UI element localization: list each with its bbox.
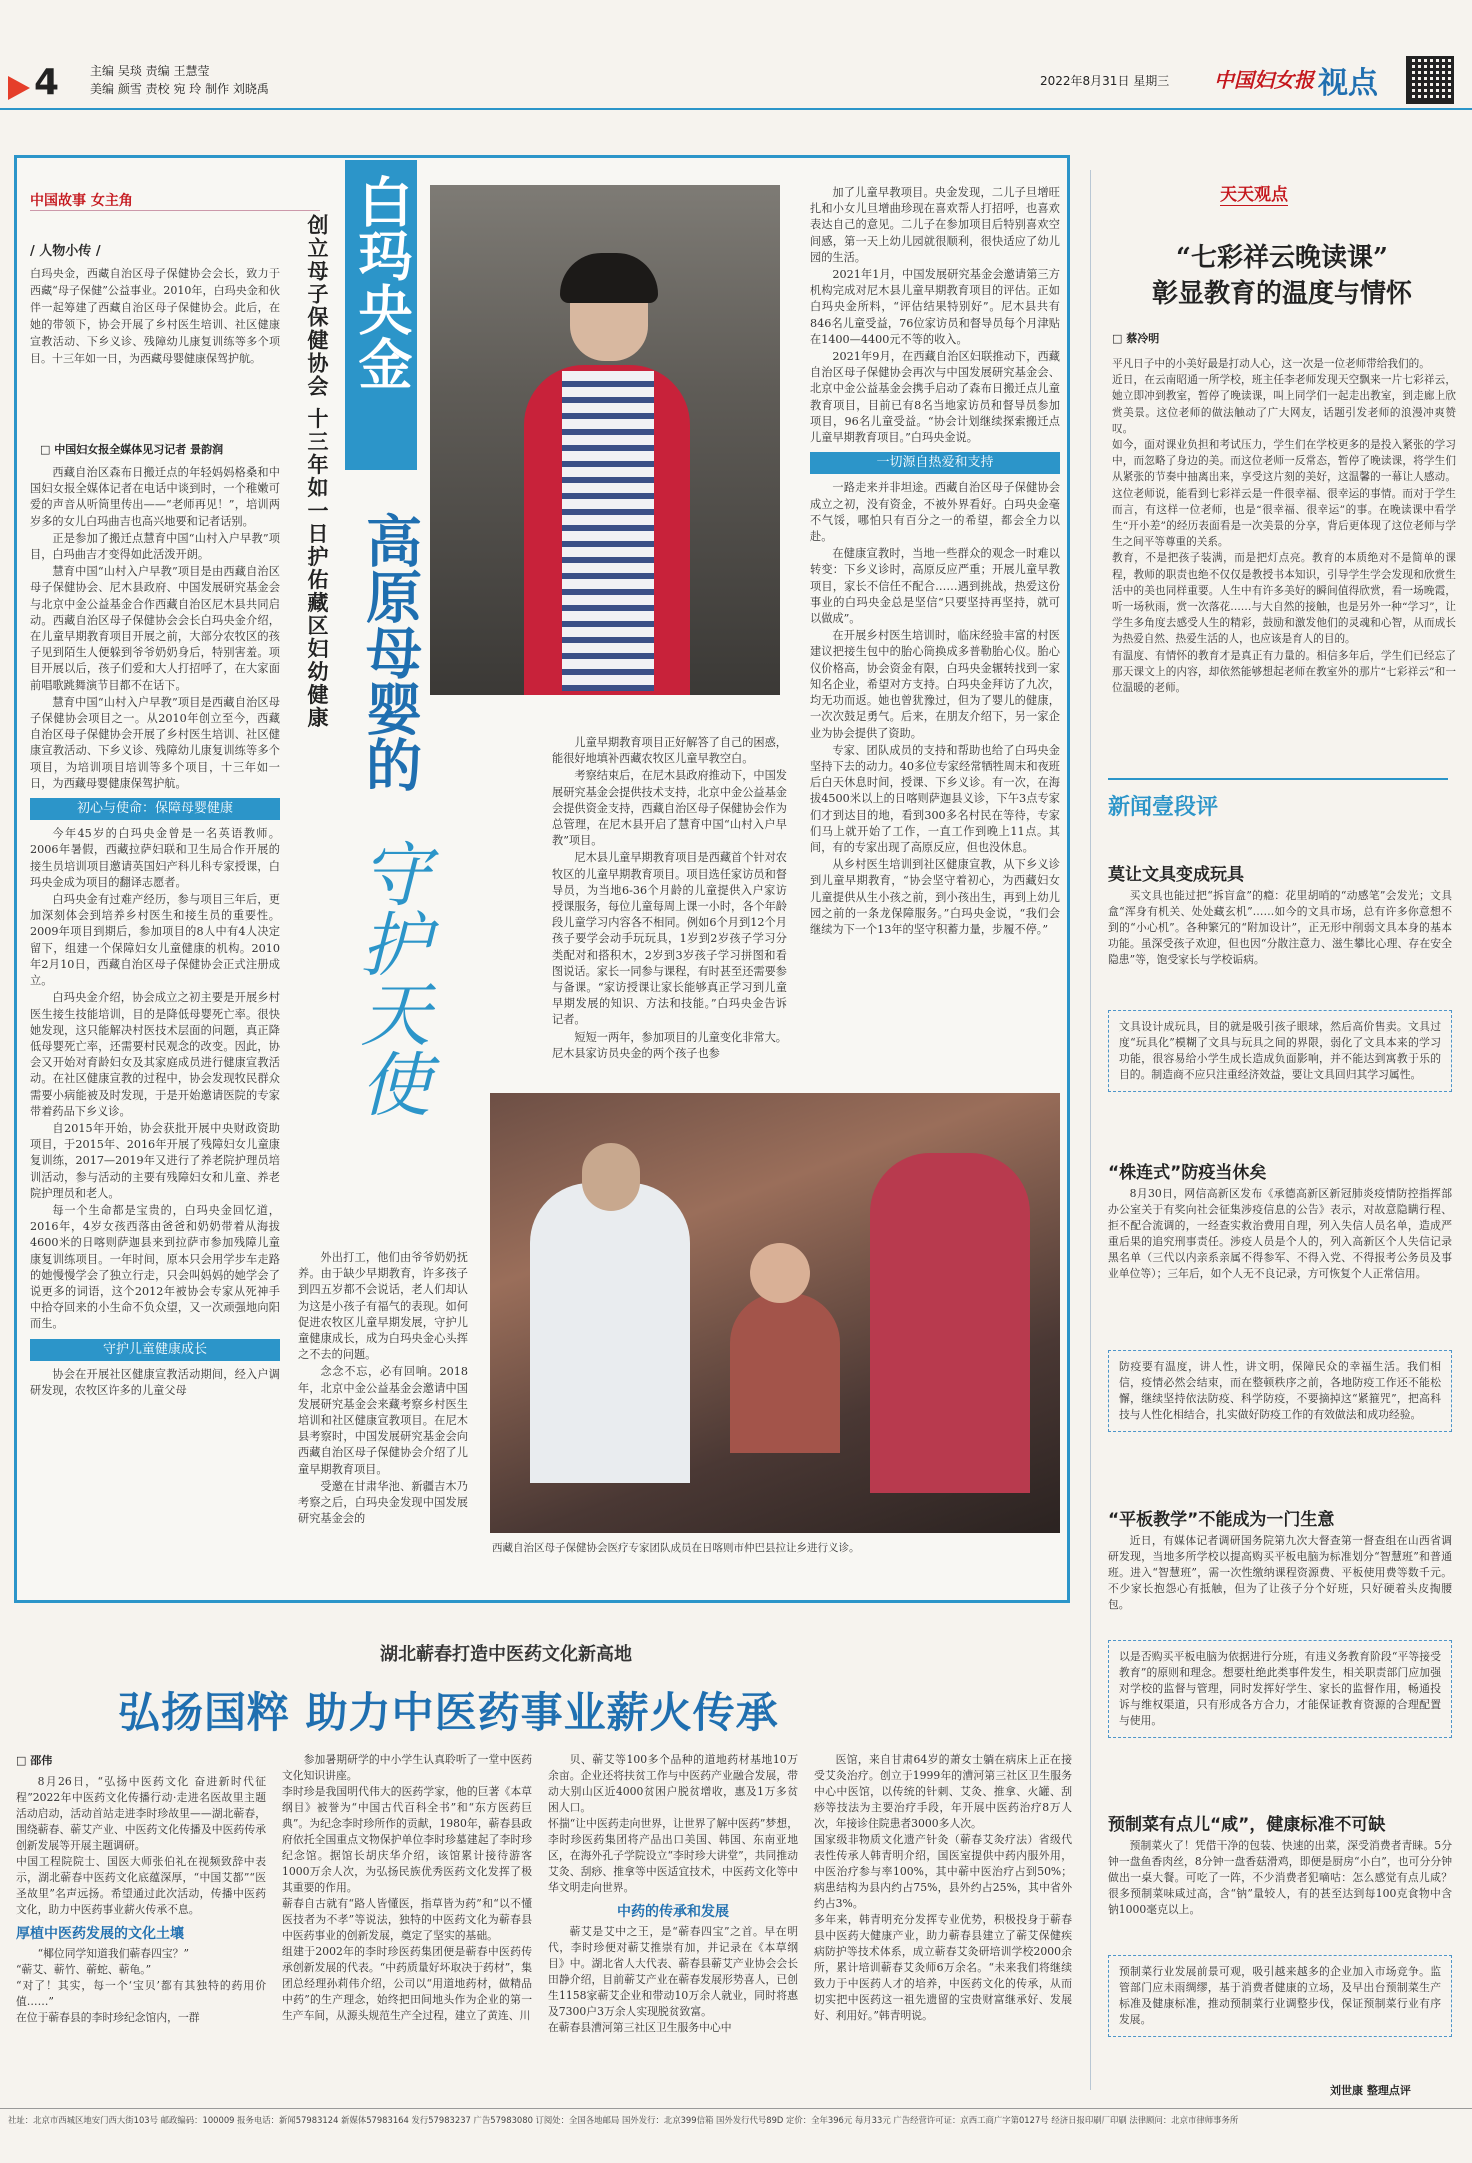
commentary-4-title: 预制菜有点儿“咸”，健康标准不可缺 [1108, 1815, 1386, 1835]
commentary-3-quote: 以是否购买平板电脑为依据进行分班，有违义务教育阶段“平等接受教育”的原则和理念。想要杜绝此类事件发生，相关职责部门应加强对学校的监督与管理，同时发挥好学生、家长的监督作用，畅通投诉与维权渠道，只有形成各方合力，才能保证教育资源的合理配置与使用。 [1108, 1640, 1452, 1738]
name-title: 白玛央金 [350, 174, 413, 390]
bottom-column-1: 8月26日，“弘扬中医药文化 奋进新时代征程”2022年中医药文化传播行动·走进名医故里主题活动启动，活动首站走进李时珍故里——湖北蕲春，围绕蕲春、蕲艾产业、中医药文化传播及中医药传承创新发展等开展主题调研。 中国工程院院士、国医大师张伯礼在视频致辞中表示，湖北蕲春中医药文化底蕴深厚，“中国艾都”“医圣故里”名声远扬。希望通过此次活动，传播中医药文化，助力中医药事业薪火传承不息。 厚植中医药发展的文化土壤 “椰位同学知道我们蕲春四宝？” “蕲艾、蕲竹、蕲蛇、蕲龟。” “对了！其实，每一个‘宝贝’都有其独特的药用价值……” 在位于蕲春县的李时珍纪念馆内，一群 [16, 1775, 266, 2024]
article-column-3: 儿童早期教育项目正好解答了自己的困惑，能很好地填补西藏农牧区儿童早教空白。 考察结束后，在尼木县政府推动下，中国发展研究基金会提供技术支持，北京中金公益基金会提供资金支持，西藏自治区母子保健协会作为总管理，在尼木县开启了慧育中国“山村入户早教”项目。 尼木县儿童早期教育项目是西藏首个针对农牧区的儿童早期教育项目。项目选任家访员和督导员，为当地6-36个月龄的儿童提供入户家访授课服务，每位儿童每周上课一小时，各个年龄段儿童学习内容各不相同。例如6个月到12个月孩子要学会动手玩玩具，1岁到2岁孩子学习分类配对和搭积木，2岁到3岁孩子学习拼图和看图说话。家长一同参与课程，有时甚至还需要参与备课。“家访授课让家长能够真正学习到儿童早期发展的知识、方法和技能。”白玛央金告诉记者。 短短一两年，参加项目的儿童变化非常大。尼木县家访员央金的两个孩子也参 [552, 736, 787, 1060]
page-footer: 社址：北京市西城区地安门西大街103号 邮政编码：100009 报务电话：新闻57983124 新媒体57983164 发行57983237 广告57983080 订阅处：全国各地邮局 国外发行：北京399信箱 国外发行代号89D 定价：全年396元 每月33元 广告经营许可证：京西工商广字第0127号 经济日报印刷厂印刷 法律顾问：北京市律师事务所 [8, 2115, 1239, 2125]
bottom-column-2: 参加暑期研学的中小学生认真聆听了一堂中医药文化知识讲座。 李时珍是我国明代伟大的医药学家，他的巨著《本草纲目》被誉为“中国古代百科全书”和“东方医药巨典”。为纪念李时珍所作的贡献，1980年，蕲春县政府依托全国重点文物保护单位李时珍墓建起了李时珍纪念馆。据馆长胡庆华介绍，该馆累计接待游客1000万余人次，为弘扬民族优秀医药文化发挥了极其重要的作用。 蕲春自古就有“路人皆懂医，指草皆为药”和“以不懂医技者为不孝”等说法，独特的中医药文化为蕲春县中医药事业的创新发展，奠定了坚实的基础。 组建于2002年的李时珍医药集团便是蕲春中医药传承创新发展的代表。“中药质量好坏取决于药材”，集团总经理孙莉伟介绍，公司以“用道地药材，做精品中药”的生产理念，始终把田间地头作为企业的第一生产车间，从源头规范生产全过程，建立了黄连、川 [282, 1753, 532, 2022]
editor-credit: 刘世康 整理点评 [1330, 2084, 1411, 2097]
page-number: 4 [34, 62, 60, 103]
paper-name: 中国妇女报 [1214, 68, 1314, 92]
section-heading-3: 一切源自热爱和支持 [810, 452, 1060, 474]
article-column-4: 加了儿童早教项目。央金发现，二儿子旦增旺扎和小女儿旦增曲珍现在喜欢帮人打招呼，也喜欢表达自己的意见。二儿子在参加项目后特别喜欢空间感，第一天上幼儿园就很顺利，很快适应了幼儿园的生活。 2021年1月，中国发展研究基金会邀请第三方机构完成对尼木县儿童早期教育项目的评估。正如白玛央金所料，“评估结果特别好”。尼木县共有846名儿童受益，76位家访员和督导员每个月津贴在1400—4400元不等的收入。 2021年9月，在西藏自治区妇联推动下，西藏自治区母子保健协会再次与中国发展研究基金会、北京中金公益基金会携手启动了森布日搬迁点儿童教育项目，目前已有8名当地家访员和督导员参加项目，96名儿童受益。“协会计划继续探索搬迁点儿童早期教育项目。”白玛央金说。 一切源自热爱和支持 一路走来并非坦途。西藏自治区母子保健协会成立之初，没有资金，不被外界看好。白玛央金毫不气馁，哪怕只有百分之一的希望，都会全力以赴。 在健康宣教时，当地一些群众的观念一时难以转变：下乡义诊时，高原反应严重；开展儿童早教项目，家长不信任不配合……遇到挑战，热爱这份事业的白玛央金总是坚信“只要坚持再坚持，就可以做成”。 在开展乡村医生培训时，临床经验丰富的村医建议把接生包中的胎心筒换成多普勒胎心仪。胎心仪价格高，协会资金有限，白玛央金辗转找到一家知名企业，希望对方支持。白玛央金拜访了九次，均无功而返。她也曾犹豫过，但为了婴儿的健康，一次次鼓足勇气。后来，在朋友介绍下，另一家企业为协会提供了资助。 专家、团队成员的支持和帮助也给了白玛央金坚持下去的动力。40多位专家经常牺牲周末和夜班后白天休息时间，授课、下乡义诊。有一次，在海拔4500米以上的日喀则萨迦县义诊，下午3点专家们才到达目的地，看到300多名村民在等待，专家们马上就开始了工作，一直工作到晚上11点。其间，有的专家出现了高原反应，但也没休息。 从乡村医生培训到社区健康宣教，从下乡义诊到儿童早期教育，“协会坚守着初心，为西藏妇女儿童提供从生小孩之前，到小孩出生，再到上幼儿园之前的一条龙保障服务。”白玛央金说，“我们会继续为下一个13年的坚守积蓄力量，步履不停。” [810, 186, 1060, 936]
commentary-3-title: “平板教学”不能成为一门生意 [1108, 1510, 1335, 1530]
portrait-figure [500, 245, 710, 695]
qr-code-icon [1406, 56, 1454, 104]
bottom-subhead-2: 中药的传承和发展 [617, 1904, 729, 1920]
staff-line-2: 美编 颜雪 责校 宛 玲 制作 刘晓禹 [90, 82, 269, 96]
section-heading-1: 初心与使命：保障母婴健康 [30, 798, 280, 820]
section-name: 视点 [1318, 66, 1378, 101]
bio-text: 白玛央金，西藏自治区母子保健协会会长，致力于西藏“母子保健”公益事业。2010年，白玛央金和伙伴一起筹建了西藏自治区母子保健协会。此后，在她的带领下，协会开展了乡村医生培训、社区健康宣教活动、下乡义诊、残障幼儿康复训练等多个项目。十三年如一日，为西藏母婴健康保驾护航。 [30, 267, 280, 365]
staff-line-1: 主编 吴琰 责编 王慧莹 [90, 64, 210, 78]
commentary-3-text: 近日，有媒体记者调研国务院第九次大督查第一督查组在山西省调研发现，当地多所学校以提高购买平板电脑为标准划分“智慧班”和普通班。进入“智慧班”，需一次性缴纳课程资源费、平板使用费等数千元。不少家长抱怨心有抵触，但为了让孩子分个好班，只好硬着头皮掏腰包。 [1108, 1534, 1452, 1611]
issue-date: 2022年8月31日 星期三 [1040, 74, 1170, 88]
bottom-author: □ 邵伟 [16, 1754, 53, 1767]
opinion-text: 平凡日子中的小美好最是打动人心，这一次是一位老师带给我们的。 近日，在云南昭通一所学校，班主任李老师发现天空飘来一片七彩祥云，她立即冲到教室，暂停了晚读课，叫上同学们一起走出教室，到走廊上欣赏美景。这位老师的做法触动了广大网友，话题引发老师的浪漫冲爽赞叹。 如今，面对课业负担和考试压力，学生们在学校更多的是投入紧张的学习中，而忽略了身边的美。而这位老师一反常态，暂停了晚读课，将学生们从紧张的节奏中抽离出来，享受这片刻的美好，这温馨的一幕让人感动。这位老师说，能看到七彩祥云是一件很幸福、很幸运的事情。而对于学生而言，有这样一位老师，也是“很幸福、很幸运”的事。在晚读课中看学生“开小差”的经历表面看是一次美景的分享，背后更体现了这位老师与学生之间平等尊重的关系。 教育，不是把孩子装满，而是把灯点亮。教育的本质绝对不是简单的课程，教师的职责也绝不仅仅是教授书本知识，引导学生学会发现和欣赏生活中的美也同样重要。人生中有许多美好的瞬间值得欣赏，看一场晚霞，听一场秋雨，赏一次落花……与大自然的接触，也是另外一种“学习”，让学生多角度去感受人生的精彩，鼓励和激发他们的灵魂和心智，从而成长为热爱自然、热爱生活的人，也应该是育人的目的。 有温度、有情怀的教育才是真正有力量的。相信多年后，学生们已经忘了那天课文上的内容，却依然能够想起老师在教室外的那片“七彩祥云”和一位温暖的老师。 [1112, 358, 1456, 695]
opinion-logo: 天天观点 [1220, 180, 1288, 206]
reporter-byline: □ 中国妇女报全媒体见习记者 景韵润 [40, 443, 224, 456]
page-header [0, 58, 1472, 128]
article-column-2: 外出打工，他们由爷爷奶奶抚养。由于缺少早期教育，许多孩子到四五岁都不会说话，老人们却认为这是小孩子有福气的表现。如何促进农牧区儿童早期发展，守护儿童健康成长，成为白玛央金心头挥之不去的问题。 念念不忘，必有回响。2018年，北京中金公益基金会邀请中国发展研究基金会来藏考察乡村医生培训和社区健康宣教项目。在尼木县考察时，中国发展研究基金会向西藏自治区母子保健协会介绍了儿童早期教育项目。 受邀在甘肃华池、新疆吉木乃考察之后，白玛央金发现中国发展研究基金会的 [298, 1251, 468, 1526]
name-banner [345, 160, 417, 470]
vertical-subtitle: 创立母子保健协会 十三年如一日护佑藏区妇幼健康 [305, 214, 330, 730]
portrait-photo [430, 185, 780, 695]
commentary-4-quote: 预制菜行业发展前景可观，吸引越来越多的企业加入市场竞争。监管部门应未雨绸缪，基于消费者健康的立场，及早出台预制菜生产标准及健康标准，推动预制菜行业调整步伐，保证预制菜行业有序发展。 [1108, 1955, 1452, 2037]
headline-b: 守护天使 [349, 838, 431, 1118]
bottom-headline: 弘扬国粹 助力中医药事业薪火传承 [118, 1688, 779, 1737]
opinion-author: □ 蔡冷明 [1112, 332, 1160, 345]
commentary-2-text: 8月30日，网信高新区发布《承德高新区新冠肺炎疫情防控指挥部办公室关于有奖向社会征集涉疫信息的公告》表示，对故意隐瞒行程、拒不配合流调的，一经查实救治费用自理，列入失信人员名单，造成严重后果的追究刑事责任。涉疫人员是个人的，列入高新区个人失信记录黑名单（三代以内亲系亲属不得参军、不得入党、不得报考公务员及事业单位等）；三年后，如个人无不良记录，方可恢复个人正常信用。 [1108, 1187, 1452, 1280]
section-heading-2: 守护儿童健康成长 [30, 1339, 280, 1361]
bottom-subhead-1: 厚植中医药发展的文化土壤 [16, 1926, 184, 1942]
photo-caption: 西藏自治区母子保健协会医疗专家团队成员在日喀则市仲巴县拉让乡进行义诊。 [492, 1542, 860, 1554]
bottom-kicker: 湖北蕲春打造中医药文化新高地 [380, 1644, 632, 1665]
commentary-2-quote: 防疫要有温度，讲人性，讲文明，保障民众的幸福生活。我们相信，疫情必然会结束，而在整顿秩序之前，各地防疫工作还不能松懈，继续坚持依法防疫、科学防疫，不要摘掉这“紧箍咒”，把高科技与人性化相结合，扎实做好防疫工作的有效做法和成功经验。 [1108, 1350, 1452, 1432]
headline-a: 高原母婴的 [357, 512, 422, 792]
bio-title: / 人物小传 / [30, 244, 101, 259]
commentary-title: 新闻壹段评 [1108, 795, 1219, 820]
commentary-4-text: 预制菜火了！凭借干净的包装、快速的出菜，深受消费者青睐。5分钟一盘鱼香肉丝，8分钟一盘香菇滑鸡，即便是厨房“小白”，也可分分钟做出一桌大餐。可吃了一阵，不少消费者犯嘀咕：怎么感觉有点儿咸？很多预制菜味咸过高，含“钠”量较人，有的甚至达到每100克食物中含钠1000毫克以上。 [1108, 1839, 1452, 1916]
page-number-badge [8, 62, 68, 102]
column-logo-text: 中国故事 女主角 [30, 193, 133, 209]
bio-sidebar [30, 240, 280, 367]
article-column-1: 西藏自治区森布日搬迁点的年轻妈妈格桑和中国妇女报全媒体记者在电话中谈到时，一个稚嫩可爱的声音从听筒里传出——“老师再见！”，培训两岁多的女儿白玛曲吉也高兴地要和记者话别。 正是参加了搬迁点慧育中国“山村入户早教”项目，白玛曲吉才变得如此活泼开朗。 慧育中国“山村入户早教”项目是由西藏自治区母子保健协会、尼木县政府、中国发展研究基金会与北京中金公益基金合作西藏自治区尼木县共同启动。西藏自治区母子保健协会会长白玛央金介绍，在儿童早期教育项目开展之前，大部分农牧区的孩子见到陌生人便躲到爷爷奶奶身后，特别害羞。项目开展以后，孩子们爱和大人打招呼了，在大家面前唱歌跳舞演节目都不在话下。 慧育中国“山村入户早教”项目是西藏自治区母子保健协会项目之一。从2010年创立至今，西藏自治区母子保健协会开展了乡村医生培训、社区健康宣教活动、下乡义诊、残障幼儿康复训练等多个项目，为培训项目培训等多个项目，十三年如一日，为西藏母婴健康保驾护航。 初心与使命：保障母婴健康 今年45岁的白玛央金曾是一名英语教师。2006年暑假，西藏拉萨妇联和卫生局合作开展的接生员培训项目邀请英国妇产科儿科专家授课，白玛央金成为项目的翻译志愿者。 白玛央金有过难产经历，参与项目三年后，更加深刻体会到培养乡村医生和接生员的重要性。2009年项目到期后，参加项目的8人中有4人决定留下，组建一个保障妇女儿童健康的机构。2010年2月10日，西藏自治区母子保健协会正式注册成立。 白玛央金介绍，协会成立之初主要是开展乡村医生接生技能培训，目的是降低母婴死亡率。很快她发现，这只能解决村医技术层面的问题，真正降低母婴死亡率，还需要村民观念的改变。因此，协会又开始对育龄妇女及其家庭成员进行健康宣教活动。在社区健康宣教的过程中，协会发现牧民群众需要小病能被及时发现，于是开始邀请医院的专家带着药品下乡义诊。 自2015年开始，协会获批开展中央财政资助项目，于2015年、2016年开展了残障妇女儿童康复训练，2017—2019年又进行了养老院护理员培训活动，参与活动的主要有残障妇女和儿童、养老院护理员和老人。 每一个生命都是宝贵的，白玛央金回忆道，2016年，4岁女孩西落由爸爸和奶奶带着从海拔4600米的日喀则萨迦县来到拉萨市参加残障儿童康复训练项目。一年时间，原本只会用学步车走路的她慢慢学会了独立行走，只会叫妈妈的她学会了说更多的词语，这个2012年被协会专家从死神手中拾夺回来的小生命不负众望，又一次顽强地向阳而生。 守护儿童健康成长 协会在开展社区健康宣教活动期间，经入户调研发现，农牧区许多的儿童父母 [30, 466, 280, 1397]
clinic-photo [490, 1093, 1060, 1533]
column-logo [30, 190, 320, 211]
commentary-1-title: 莫让文具变成玩具 [1108, 865, 1244, 885]
bottom-column-4: 医馆，来自甘肃64岁的萧女士躺在病床上正在接受艾灸治疗。创立于1999年的漕河第三社区卫生服务中心中医馆，以传统的针刺、艾灸、推拿、火罐、刮痧等技法为主要治疗手段，年开展中医药治疗8万人次，年接诊住院患者3000多人次。 国家级非物质文化遗产针灸（蕲春艾灸疗法）省级代表性传承人韩青明介绍，国医室提供中药内服外用，中医治疗参与率100%，其中蕲中医治疗占到50%；病患结构为县内约占75%，县外约占25%，其中省外约占3%。 多年来，韩青明充分发挥专业优势，积极投身于蕲春县中医药大健康产业，助力蕲春县建立了蕲艾保健疾病防护等技术体系，成立蕲春艾灸研培训学校2000余所，累计培训蕲春艾灸师6万余名。“未来我们将继续致力于中医药人才的培养，中医药文化的传承，从而切实把中医药这一祖先遗留的宝贵财富继承好、发展好、利用好。”韩青明说。 [814, 1753, 1072, 2022]
commentary-2-title: “株连式”防疫当休矣 [1108, 1163, 1267, 1183]
opinion-headline: “七彩祥云晚读课” 彰显教育的温度与情怀 [1151, 243, 1412, 309]
bottom-column-3: 贝、蕲艾等100多个品种的道地药材基地10万余亩。企业还将扶贫工作与中医药产业融合发展，带动大别山区近4000贫困户脱贫增收，惠及1万多贫困人口。 怀揣“让中医药走向世界，让世界了解中医药”梦想，李时珍医药集团将产品出口美国、韩国、东南亚地区，在海外孔子学院设立“李时珍大讲堂”，共同推动艾灸、刮痧、推拿等中医适宜技术，中医药文化等中华文明走向世界。 中药的传承和发展 蕲艾是艾中之王，是“蕲春四宝”之首。早在明代，李时珍便对蕲艾推崇有加，并记录在《本草纲目》中。湖北省人大代表、蕲春县蕲艾产业协会会长田静介绍，目前蕲艾产业在蕲春发展形势喜人，已创生1158家蕲艾企业和带动10万余人就业，同时将惠及7300户3万余人实现脱贫致富。 在蕲春县漕河第三社区卫生服务中心中 [548, 1753, 798, 2034]
commentary-1-text: 买文具也能过把“拆盲盒”的瘾：花里胡哨的“动感笔”会发光；文具盒“浑身有机关、处处藏玄机”……如今的文具市场，总有许多你意想不到的“小心机”。各种繁冗的“附加设计”，正无形中削弱文具本身的基本功能。虽深受孩子欢迎，但也因“分散注意力、滋生攀比心理、存在安全隐患”等，饱受家长与学校诟病。 [1108, 889, 1452, 966]
commentary-1-quote: 文具设计成玩具，目的就是吸引孩子眼球，然后高价售卖。文具过度“玩具化”模糊了文具与玩具之间的界限，弱化了文具本来的学习功能，很容易给小学生成长造成负面影响，并不能达到寓教于乐的目的。制造商不应只注重经济效益，要让文具回归其学习属性。 [1108, 1010, 1452, 1092]
